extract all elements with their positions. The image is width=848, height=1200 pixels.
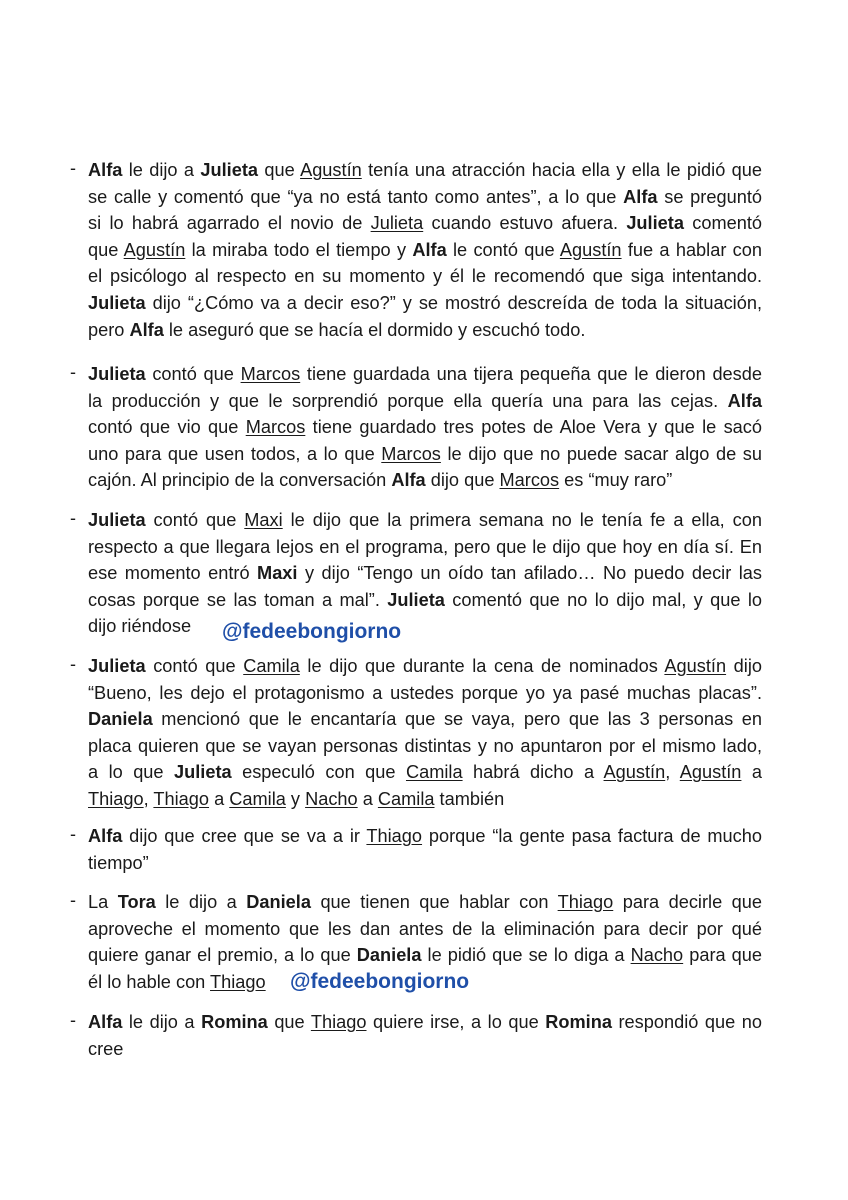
text-run: dijo riéndose [88,616,192,637]
text-run: placa quieren que se vayan personas distintas y no apuntaron por el mismo lado, [88,735,762,756]
text-run: dijo [726,656,762,676]
text-run: mencionó que le encantaría que se vaya, pero que las 3 personas en [152,709,762,730]
text-run: para que [683,945,762,966]
bullet-dash: - [70,890,76,910]
text-line [88,560,762,587]
list-item [70,823,762,876]
speaker-name: Julieta [88,292,146,313]
mentioned-name: Thiago [310,1012,367,1032]
speaker-name: Julieta [626,213,684,234]
paragraph [88,157,762,343]
text-run: le dijo que no puede sacar algo de su [440,443,762,464]
text-run: él lo hable con [88,971,211,992]
text-line [88,184,762,211]
text-run: contó que [145,510,245,530]
text-run: tenía una atracción hacia ella y ella le pidió que [361,160,763,180]
text-run: le dijo que la primera semana no le tenía fe a ella, con [282,510,762,530]
speaker-name: Julieta [387,589,445,610]
text-run: respondió que no [611,1012,762,1032]
text-line [88,759,762,786]
text-line [88,587,762,614]
mentioned-name: Agustín [559,239,622,260]
text-line [88,850,762,877]
paragraph [88,653,762,813]
paragraph [88,1009,762,1062]
text-run: uno para que usen todos, a lo que [88,443,382,464]
watermark-handle: @fedeebongiorno [222,620,402,643]
text-run: especuló con que [231,762,406,783]
text-line [88,507,762,534]
speaker-name: Alfa [727,390,762,411]
text-run: La [88,892,118,912]
paragraph [88,507,762,640]
bullet-dash: - [70,362,76,382]
text-run: , [665,762,680,783]
text-run: tiene guardada una tijera pequeña que le dieron desde [300,364,763,384]
mentioned-name: Agustín [300,160,362,180]
paragraph [88,823,762,876]
text-line [88,1009,762,1036]
text-run: para decirle que [613,892,762,912]
text-run: que [258,160,301,180]
text-run: la producción y que le sorprendió porque ella quería una para las cejas. [88,390,728,411]
text-run: le dijo a [155,892,247,912]
text-run: tiempo” [88,852,149,873]
text-run: contó que [145,656,244,676]
watermark-handle: @fedeebongiorno [290,970,470,993]
mentioned-name: Thiago [557,892,614,912]
list-item [70,1009,762,1062]
mentioned-name: Marcos [240,364,301,384]
speaker-name: Romina [545,1012,612,1032]
speaker-name: Alfa [391,470,426,491]
text-run: cosas porque se las toman a mal”. [88,589,388,610]
mentioned-name: Camila [229,788,286,809]
speaker-name: Julieta [88,510,146,530]
text-line [88,733,762,760]
speaker-name: Alfa [623,186,658,207]
text-run: respecto a que llegara lejos en el programa, pero que le dijo que hoy en día sí. En [88,536,762,557]
speaker-name: Julieta [88,364,146,384]
text-run: le dijo a [122,160,201,180]
text-run: que [88,239,124,260]
text-line [88,467,762,494]
bullet-dash: - [70,1010,76,1030]
text-run: le contó que [446,239,560,260]
text-line [88,317,762,344]
text-run: y [285,788,306,809]
mentioned-name: Camila [243,656,300,676]
mentioned-name: Agustín [603,762,666,783]
mentioned-name: Camila [405,762,463,783]
text-run: comentó [683,213,763,234]
text-line [88,613,762,640]
speaker-name: Romina [201,1012,268,1032]
list-item [70,653,763,813]
list-item [70,361,763,494]
bullet-dash: - [70,158,76,178]
text-run: que tienen que hablar con [310,892,558,912]
text-run: dijo que [425,470,500,491]
text-run: se preguntó [657,186,762,207]
text-run: aproveche el momento que les dan antes de la eliminación para decir por qué [88,918,762,939]
text-line [88,916,762,943]
paragraph [88,361,762,494]
text-run: se calle y comentó que “ya no está tanto como antes”, a lo que [88,186,624,207]
bullet-dash: - [70,824,76,844]
text-run: “Bueno, les dejo el protagonismo a ustedes porque yo ya pasé muchas placas”. [88,682,762,703]
text-run: pero [88,319,130,340]
text-line [88,157,762,184]
text-run: habrá dicho a [462,762,604,783]
text-line [88,290,762,317]
speaker-name: Daniela [356,945,422,966]
text-run: y dijo “Tengo un oído tan afilado… No puedo decir las [297,563,762,584]
text-line [88,441,762,468]
text-run: le pidió que se lo diga a [421,945,631,966]
list-item [70,507,762,640]
text-run: fue a hablar con [621,239,763,260]
text-line [88,1036,762,1063]
text-line [88,414,762,441]
mentioned-name: Agustín [123,239,186,260]
speaker-name: Maxi [257,563,298,584]
speaker-name: Tora [117,892,156,912]
mentioned-name: Thiago [153,788,210,809]
mentioned-name: Camila [377,788,435,809]
speaker-name: Alfa [88,160,123,180]
text-run: a [357,788,378,809]
text-run: ese momento entró [88,563,258,584]
mentioned-name: Agustín [664,656,727,676]
speaker-name: Alfa [88,826,123,846]
text-line [88,680,762,707]
text-run: también [434,788,505,809]
text-run: quiere ganar el premio, a lo que [88,945,357,966]
speaker-name: Julieta [88,656,146,676]
speaker-name: Alfa [129,319,164,340]
text-run: la miraba todo el tiempo y [185,239,413,260]
text-run: comentó que no lo dijo mal, y que lo [444,589,762,610]
text-run: a [209,788,230,809]
text-line [88,786,762,813]
text-run: si lo habrá agarrado el novio de [88,213,371,234]
mentioned-name: Thiago [366,826,423,846]
mentioned-name: Marcos [381,443,441,464]
text-run: porque “la gente pasa factura de mucho [422,826,762,846]
text-run: le dijo que durante la cena de nominados [299,656,665,676]
mentioned-name: Nacho [630,945,684,966]
bullet-dash: - [70,654,76,674]
text-line [88,653,762,680]
text-run: a [741,762,763,783]
text-run: el psicólogo al respecto en su momento y él le recomendó que siga intentando. [88,266,762,287]
speaker-name: Alfa [88,1012,123,1032]
text-run: tiene guardado tres potes de Aloe Vera y que le sacó [305,417,762,438]
mentioned-name: Thiago [88,788,144,809]
text-run: cajón. Al principio de la conversación [88,470,392,491]
mentioned-name: Marcos [499,470,560,491]
speaker-name: Julieta [200,160,258,180]
bullet-dash: - [70,508,76,528]
text-run: contó que vio que [88,417,246,438]
mentioned-name: Julieta [370,213,424,234]
speaker-name: Julieta [174,762,232,783]
text-run: dijo “¿Cómo va a decir eso?” y se mostró descreída de toda la situación, [145,292,762,313]
mentioned-name: Maxi [244,510,283,530]
text-run: , [143,788,154,809]
text-line [88,534,762,561]
text-run: es “muy raro” [559,470,673,491]
text-run: dijo que cree que se va a ir [122,826,367,846]
text-run: le dijo a [122,1012,202,1032]
speaker-name: Daniela [246,892,311,912]
text-line [88,388,762,415]
text-line [88,889,762,916]
text-run: contó que [145,364,241,384]
text-line [88,361,762,388]
mentioned-name: Thiago [210,971,266,992]
mentioned-name: Agustín [679,762,742,783]
text-run: le aseguró que se hacía el dormido y escuchó todo. [163,319,586,340]
text-line [88,263,762,290]
text-run: cuando estuvo afuera. [423,213,627,234]
text-run: quiere irse, a lo que [366,1012,546,1032]
text-run: cree [88,1038,124,1059]
speaker-name: Daniela [88,709,153,730]
speaker-name: Alfa [412,239,447,260]
text-line [88,706,762,733]
text-line [88,823,762,850]
mentioned-name: Nacho [305,788,358,809]
text-line [88,237,762,264]
list-item [70,157,763,343]
text-run: que [267,1012,311,1032]
text-run: a lo que [88,762,175,783]
text-line [88,942,762,969]
text-line [88,210,762,237]
mentioned-name: Marcos [245,417,306,438]
